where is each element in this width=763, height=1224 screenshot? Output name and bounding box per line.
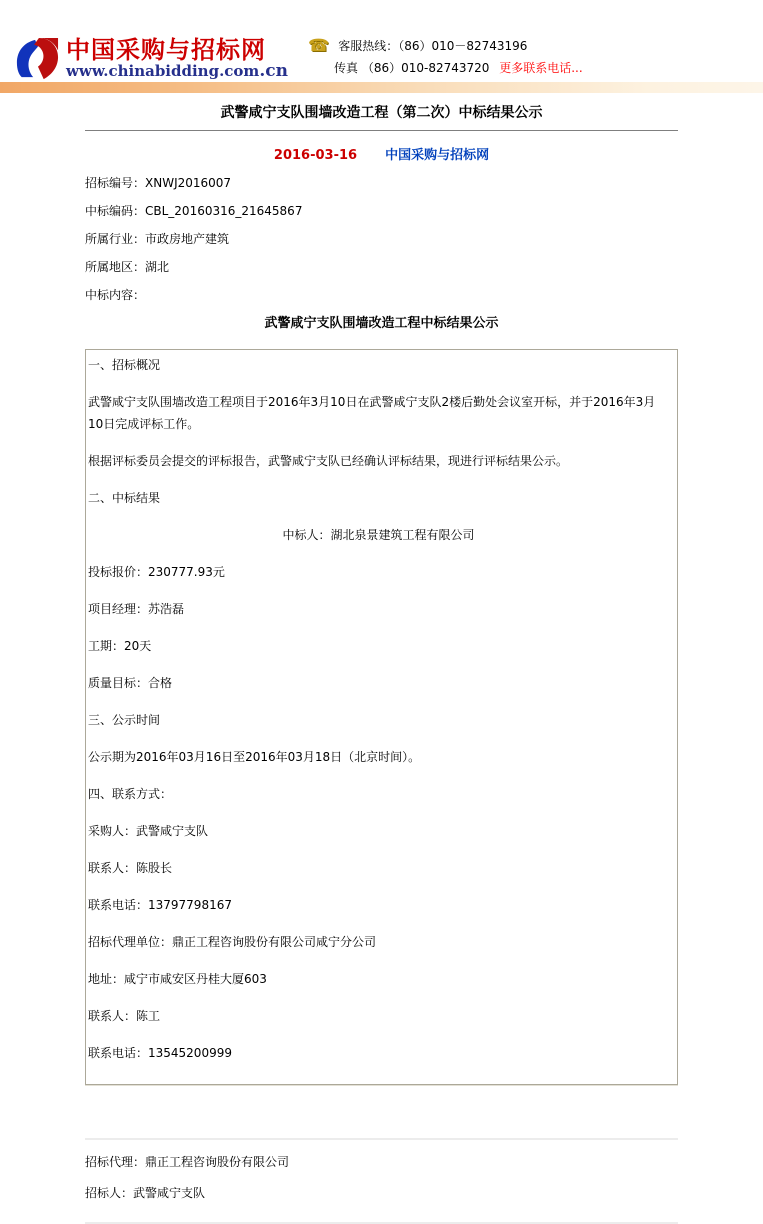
meta-line-region: 所属地区：湖北 bbox=[85, 260, 170, 274]
fax-text: 传真 （86）010-82743720 bbox=[334, 61, 490, 75]
hotline-text: 客服热线：（86）010－82743196 bbox=[338, 39, 528, 53]
header-contact bbox=[308, 35, 583, 79]
section2-heading: 二、中标结果 bbox=[88, 491, 161, 505]
footer-divider-top bbox=[85, 1138, 678, 1140]
meta-line-award-code: 中标编码：CBL_20160316_21645867 bbox=[85, 204, 303, 218]
contact-person2-line: 联系人：陈工 bbox=[88, 1009, 161, 1023]
notice-para1: 武警咸宁支队围墙改造工程项目于2016年3月10日在武警咸宁支队2楼后勤处会议室开标，并于2016年3月10日完成评标工作。 bbox=[88, 395, 656, 431]
article bbox=[85, 105, 678, 1224]
contact-person1-line: 联系人：陈股长 bbox=[88, 861, 173, 875]
logo-url-main: www.chinabidding.com bbox=[66, 62, 260, 80]
address-line: 地址：咸宁市咸安区丹桂大厦603 bbox=[88, 972, 267, 986]
publicity-period-line: 公示期为2016年03月16日至2016年03月18日（北京时间）。 bbox=[88, 750, 421, 764]
winner-line: 中标人：湖北泉景建筑工程有限公司 bbox=[282, 528, 475, 542]
bid-price-line: 投标报价：230777.93元 bbox=[88, 565, 225, 579]
footer-tenderee: 招标人：武警咸宁支队 bbox=[85, 1186, 206, 1200]
logo-icon bbox=[12, 37, 62, 81]
meta-line-content: 中标内容： bbox=[85, 288, 146, 302]
phone-icon: ☎ bbox=[308, 36, 330, 56]
article-subtitle: 武警咸宁支队围墙改造工程中标结果公示 bbox=[264, 316, 499, 331]
publish-date: 2016-03-16 bbox=[273, 148, 358, 163]
article-title: 武警咸宁支队围墙改造工程（第二次）中标结果公示 bbox=[220, 105, 543, 121]
phone1-line: 联系电话：13797798167 bbox=[88, 898, 232, 912]
quality-goal-line: 质量目标：合格 bbox=[88, 676, 173, 690]
phone2-line: 联系电话：13545200999 bbox=[88, 1046, 232, 1060]
logo-url-tld: .cn bbox=[259, 61, 288, 81]
logo-url bbox=[66, 63, 288, 79]
page-footer bbox=[85, 1138, 678, 1224]
purchaser-line: 采购人：武警咸宁支队 bbox=[88, 824, 209, 838]
project-manager-line: 项目经理：苏浩磊 bbox=[88, 602, 185, 616]
source-site[interactable]: 中国采购与招标网 bbox=[385, 148, 490, 163]
title-divider bbox=[85, 130, 678, 131]
section1-heading: 一、招标概况 bbox=[88, 358, 161, 372]
meta-line-industry: 所属行业：市政房地产建筑 bbox=[85, 232, 230, 246]
site-header bbox=[0, 0, 763, 82]
header-divider-bar bbox=[0, 82, 763, 93]
section4-heading: 四、联系方式： bbox=[88, 787, 173, 801]
dateline bbox=[85, 147, 678, 164]
footer-agent: 招标代理：鼎正工程咨询股份有限公司 bbox=[85, 1155, 290, 1169]
hotline-row bbox=[308, 35, 583, 57]
logo-text bbox=[66, 37, 288, 79]
site-logo[interactable] bbox=[12, 37, 288, 81]
duration-line: 工期：20天 bbox=[88, 639, 152, 653]
notice-para2: 根据评标委员会提交的评标报告，武警咸宁支队已经确认评标结果，现进行评标结果公示。 bbox=[88, 454, 569, 468]
agency-line: 招标代理单位：鼎正工程咨询股份有限公司咸宁分公司 bbox=[88, 935, 377, 949]
meta-line-bid-number: 招标编号：XNWJ2016007 bbox=[85, 176, 232, 190]
more-contacts-link[interactable]: 更多联系电话... bbox=[499, 61, 583, 75]
logo-title: 中国采购与招标网 bbox=[66, 36, 266, 64]
fax-row bbox=[308, 57, 583, 79]
meta-fields bbox=[85, 175, 678, 304]
notice-box bbox=[85, 349, 678, 1085]
section3-heading: 三、公示时间 bbox=[88, 713, 161, 727]
